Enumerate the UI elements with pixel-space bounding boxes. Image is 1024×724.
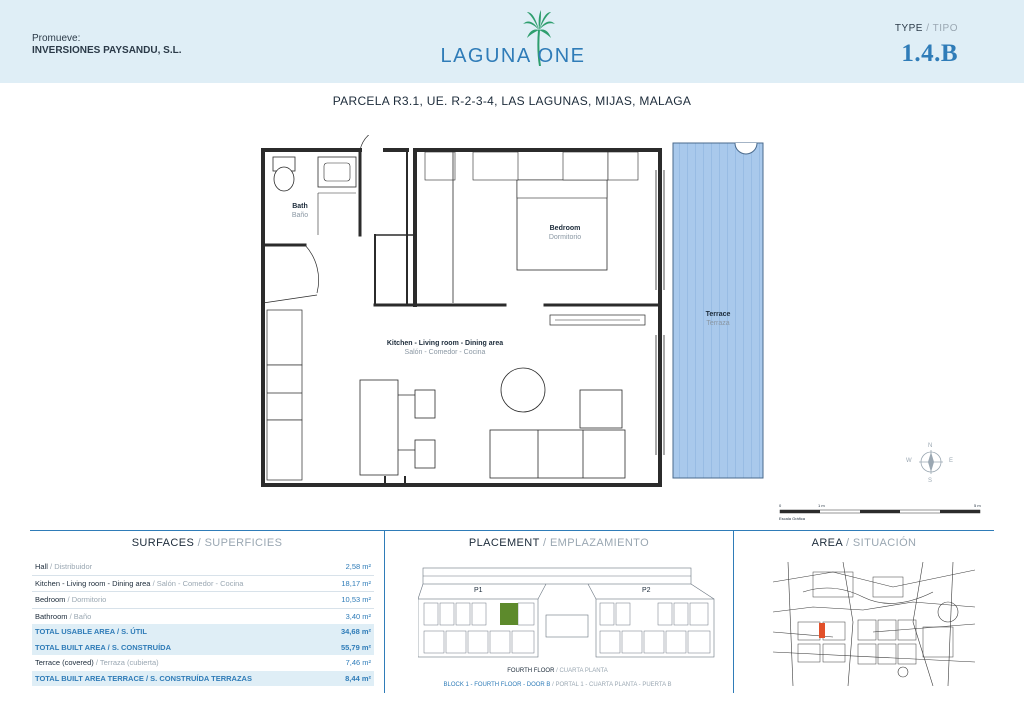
promoter-name: INVERSIONES PAYSANDU, S.L. — [32, 45, 182, 56]
compass-s: S — [928, 478, 933, 484]
scale-bar — [778, 503, 983, 525]
placement-p1: P1 — [474, 587, 483, 594]
scale-start: 0 — [779, 503, 782, 508]
floor-plan — [255, 135, 775, 490]
area-map — [773, 562, 975, 686]
placement-plan — [418, 563, 718, 663]
surface-row-bathroom: Bathroom / Baño 3,40 m² — [35, 611, 371, 621]
compass-n: N — [928, 443, 933, 449]
type-label: TYPE / TIPO — [894, 23, 958, 34]
promoter — [32, 33, 181, 57]
surface-row-terrace: Terrace (covered) / Terraza (cubierta) 7,46 m² — [35, 658, 371, 668]
compass-e: E — [949, 458, 954, 464]
surface-row-bedroom: Bedroom / Dormitorio 10,53 m² — [35, 595, 371, 605]
room-label-bath: Bath Baño — [291, 203, 309, 219]
surface-row-total-built: TOTAL BUILT AREA / S. CONSTRUÍDA 55,79 m² — [32, 640, 374, 656]
surfaces-table — [32, 559, 374, 686]
promoter-label: Promueve: — [32, 33, 81, 44]
area-unit-highlight — [819, 623, 825, 638]
surface-row-total-usable: TOTAL USABLE AREA / S. ÚTIL 34,68 m² — [32, 624, 374, 640]
type-label-es: TIPO — [932, 23, 958, 34]
scale-caption: Escala Gráfica — [779, 516, 806, 521]
surface-row-hall: Hall / Distribuidor 2,58 m² — [35, 562, 371, 572]
area-map-drawing — [773, 562, 975, 686]
address: PARCELA R3.1, UE. R-2-3-4, LAS LAGUNAS, MIJAS, MALAGA — [332, 94, 692, 108]
placement-title: PLACEMENT / EMPLAZAMIENTO — [468, 537, 650, 549]
scale-bar-graphic — [778, 503, 983, 525]
compass-icon — [905, 446, 961, 490]
room-label-terrace: Terrace Terraza — [705, 311, 731, 327]
logo-text: LAGUNA ONE — [440, 45, 586, 67]
laguna-one-logo — [418, 10, 608, 72]
door-label: BLOCK 1 - FOURTH FLOOR - DOOR B / PORTAL 1 - CUARTA PLANTA - PUERTA B — [443, 682, 672, 688]
section-divider-2 — [733, 531, 734, 693]
placement-p2: P2 — [642, 587, 651, 594]
placement-drawing — [418, 563, 718, 663]
room-label-kitchen-living: Kitchen - Living room - Dining area Salón - Comedor - Cocina — [386, 340, 504, 356]
floor-label: FOURTH FLOOR / CUARTA PLANTA — [507, 668, 608, 674]
scale-end: 5 m — [974, 503, 981, 508]
page-header — [0, 0, 1024, 83]
surfaces-title: SURFACES / SUPERFICIES — [131, 537, 283, 549]
surface-row-total-terrace: TOTAL BUILT AREA TERRACE / S. CONSTRUÍDA TERRAZAS 8,44 m² — [32, 671, 374, 687]
type-label-en: TYPE — [894, 23, 923, 34]
sections-top-divider — [30, 530, 994, 531]
placement-unit-highlight — [500, 603, 518, 625]
compass-w: W — [906, 458, 912, 464]
scale-mid: 1 m — [818, 503, 825, 508]
area-title: AREA / SITUACIÓN — [811, 537, 917, 549]
type-value: 1.4.B — [901, 40, 958, 67]
surface-row-kitchen: Kitchen - Living room - Dining area / Salón - Comedor - Cocina 18,17 m² — [35, 578, 371, 588]
compass-rose — [905, 443, 961, 490]
room-label-bedroom: Bedroom Dormitorio — [548, 225, 582, 241]
